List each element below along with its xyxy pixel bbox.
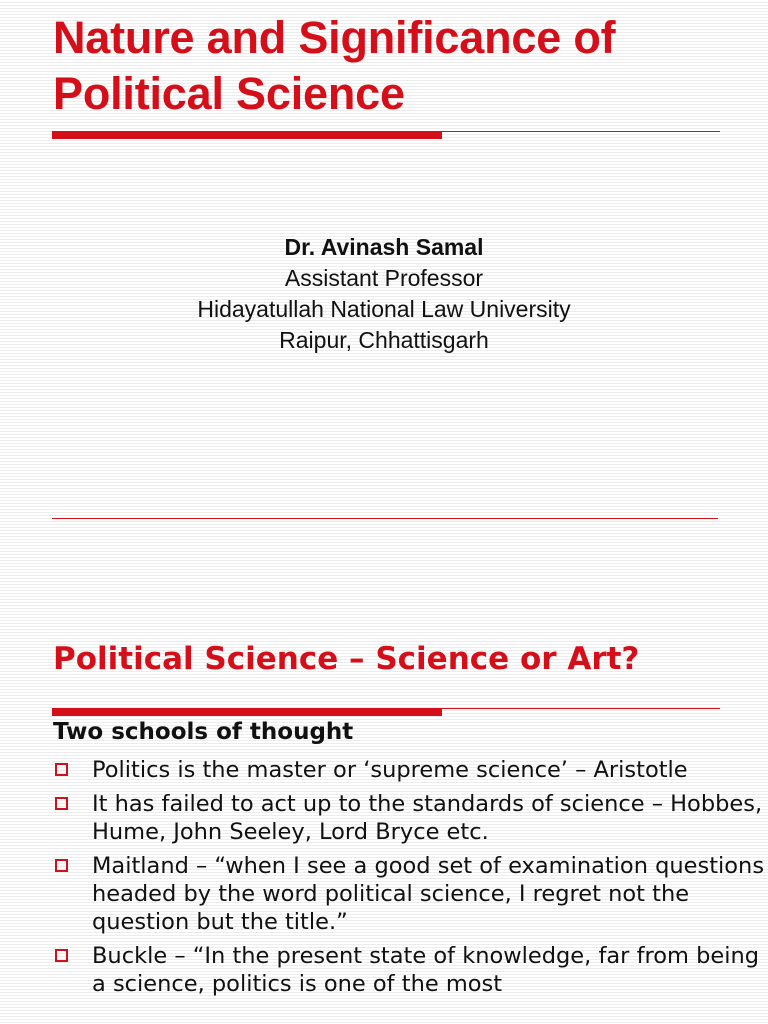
bullet-item bbox=[53, 852, 765, 936]
hollow-square-bullet-icon bbox=[55, 763, 68, 776]
author-name: Dr. Avinash Samal bbox=[284, 234, 484, 260]
bullet-text: Politics is the master or ‘supreme science’ – Aristotle bbox=[92, 757, 688, 783]
slide-1-title-line-1: Nature and Significance of bbox=[53, 12, 616, 63]
slide-1-title-line-2: Political Science bbox=[53, 68, 405, 119]
bullet-item bbox=[53, 790, 765, 846]
author-location: Raipur, Chhattisgarh bbox=[279, 327, 489, 353]
bullet-item bbox=[53, 942, 765, 998]
slide-2-underline-thin bbox=[442, 708, 720, 709]
slide-2-underline-thick bbox=[52, 708, 442, 716]
slide-2-title: Political Science – Science or Art? bbox=[53, 641, 640, 677]
author-position: Assistant Professor bbox=[284, 265, 484, 291]
slide-2-subheading: Two schools of thought bbox=[53, 719, 354, 745]
bullet-text: Buckle – “In the present state of knowledge, far from being a science, politics is one of the most bbox=[92, 943, 760, 997]
author-institution: Hidayatullah National Law University bbox=[197, 296, 571, 322]
hollow-square-bullet-icon bbox=[55, 859, 68, 872]
title-underline-thin bbox=[442, 131, 720, 132]
bullet-text: It has failed to act up to the standards of science – Hobbes, Hume, John Seeley, Lord Bryce etc. bbox=[92, 791, 763, 845]
slide-separator-line bbox=[52, 518, 718, 519]
hollow-square-bullet-icon bbox=[55, 797, 68, 810]
author-block bbox=[0, 232, 768, 356]
bullet-list bbox=[53, 756, 765, 1004]
title-underline-thick bbox=[52, 131, 442, 139]
hollow-square-bullet-icon bbox=[55, 949, 68, 962]
bullet-item bbox=[53, 756, 765, 784]
slide-2 bbox=[0, 520, 768, 1024]
bullet-text: Maitland – “when I see a good set of examination questions headed by the word political science, I regret not the question but the title.” bbox=[92, 853, 765, 935]
slide-1-title bbox=[53, 10, 615, 122]
